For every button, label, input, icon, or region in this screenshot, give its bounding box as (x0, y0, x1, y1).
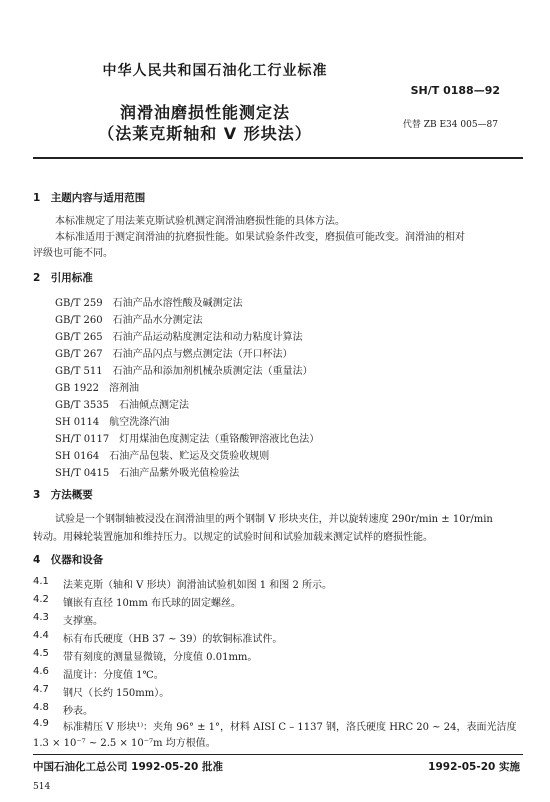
item-number: 4.9 (33, 718, 49, 729)
section-1-para1: 本标准规定了用法莱克斯试验机测定润滑油磨损性能的具体方法。 (55, 216, 345, 227)
reference-item: GB/T 265 石油产品运动粘度测定法和动力粘度计算法 (55, 332, 303, 343)
replaces-note: 代替 ZB E34 005—87 (402, 120, 498, 130)
org-title: 中华人民共和国石油化工行业标准 (102, 63, 328, 79)
section-3-para-cont: 转动。用棘轮装置施加和维持压力。以规定的试验时间和试验加载来测定试样的磨损性能。 (33, 532, 433, 543)
page-number: 514 (33, 782, 51, 792)
header-divider (33, 157, 523, 159)
reference-item: GB/T 511 石油产品和添加剂机械杂质测定法（重量法） (55, 366, 313, 377)
reference-item: GB/T 3535 石油倾点测定法 (55, 400, 190, 411)
section-1-para2-cont: 评级也可能不同。 (33, 248, 113, 259)
reference-item: SH/T 0415 石油产品紫外吸光值检验法 (55, 468, 240, 479)
section-1-para2: 本标准适用于测定润滑油的抗磨损性能。如果试验条件改变，磨损值可能改变。润滑油的相对 (55, 232, 465, 243)
equipment-item: 镶嵌有直径 10mm 布氏球的固定螺丝。 (63, 598, 242, 609)
reference-item: SH 0114 航空洗涤汽油 (55, 417, 170, 428)
item-number: 4.2 (33, 594, 49, 605)
doc-title-line1: 润滑油磨损性能测定法 (119, 103, 290, 122)
equipment-item-cont: 1.3 × 10⁻⁷ ~ 2.5 × 10⁻⁷m 均方根值。 (33, 738, 216, 749)
equipment-item: 标有布氏硬度（HB 37 ~ 39）的软铜标准试件。 (63, 634, 283, 645)
doc-title-line2: （法莱克斯轴和 V 形块法） (98, 124, 312, 143)
equipment-item: 温度计：分度值 1℃。 (63, 670, 164, 681)
reference-item: GB/T 267 石油产品闪点与燃点测定法（开口杯法） (55, 349, 293, 360)
reference-item: SH/T 0117 灯用煤油色度测定法（重铬酸钾溶液比色法） (55, 434, 320, 445)
section-3-para: 试验是一个钢制轴被浸没在润滑油里的两个钢制 V 形块夹住，并以旋转速度 290r/min ± 10r/min (55, 514, 493, 525)
section-3-heading: 3 方法概要 (33, 489, 93, 501)
section-1-heading: 1 主题内容与适用范围 (33, 192, 146, 204)
reference-item: SH 0164 石油产品包装、贮运及交货验收规则 (55, 451, 270, 462)
equipment-item: 支撑塞。 (63, 616, 103, 627)
item-number: 4.7 (33, 684, 49, 695)
implementation-date: 1992-05-20 实施 (428, 761, 520, 773)
equipment-item: 带有刻度的测量显微镜，分度值 0.01mm。 (63, 652, 258, 663)
equipment-item: 标准精压 V 形块¹⁾：夹角 96° ± 1°，材料 AISI C – 1137 钢，洛氏硬度 HRC 20 ~ 24，表面光洁度 (63, 722, 517, 733)
approval-note: 中国石油化工总公司 1992-05-20 批准 (33, 761, 223, 773)
item-number: 4.4 (33, 630, 49, 641)
item-number: 4.8 (33, 702, 49, 713)
item-number: 4.6 (33, 666, 49, 677)
equipment-item: 秒表。 (63, 706, 93, 717)
item-number: 4.1 (33, 576, 49, 587)
item-number: 4.5 (33, 648, 49, 659)
item-number: 4.3 (33, 612, 49, 623)
footer-divider (33, 754, 523, 755)
reference-item: GB/T 260 石油产品水分测定法 (55, 315, 203, 326)
equipment-item: 钢尺（长约 150mm）。 (63, 688, 170, 699)
section-4-heading: 4 仪器和设备 (33, 554, 104, 566)
reference-item: GB/T 259 石油产品水溶性酸及碱测定法 (55, 298, 243, 309)
standard-number: SH/T 0188—92 (410, 84, 500, 97)
reference-item: GB 1922 溶剂油 (55, 383, 139, 394)
equipment-item: 法莱克斯（轴和 V 形块）润滑油试验机如图 1 和图 2 所示。 (63, 580, 333, 591)
section-2-heading: 2 引用标准 (33, 272, 93, 284)
